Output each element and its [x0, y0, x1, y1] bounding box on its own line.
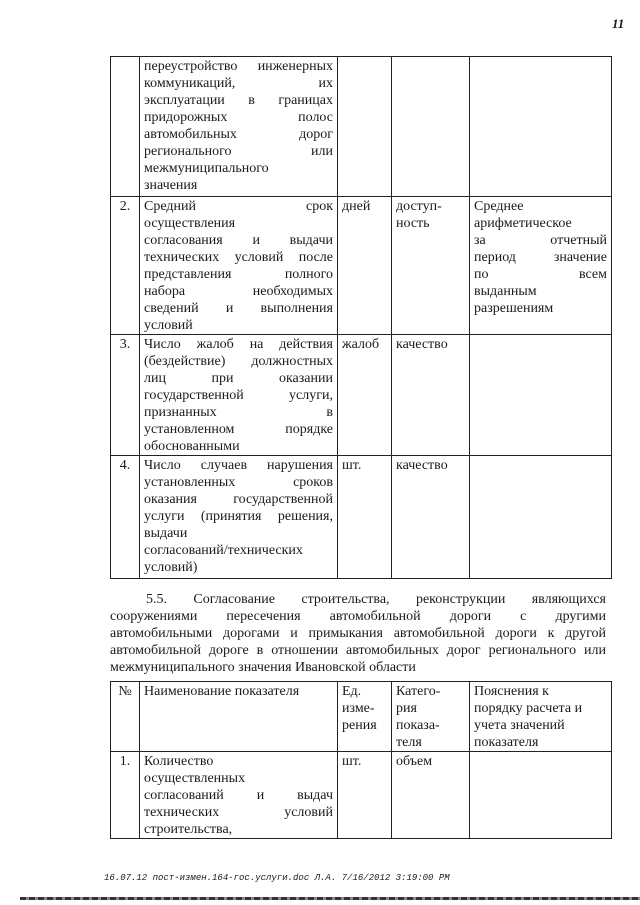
category-line: качество [396, 337, 448, 352]
cell-category [392, 57, 470, 197]
indicator-name-line: согласования и выдачи [144, 233, 333, 248]
document-footer: 16.07.12 пост-измен.164-гос.услуги.doc Л.А. 7/16/2012 3:19:00 PM [104, 873, 450, 883]
category-line: качество [396, 458, 448, 473]
indicator-name-line: выдачи [144, 526, 188, 541]
cell-number [111, 57, 140, 197]
indicator-name-line: государственной услуги, [144, 388, 333, 403]
indicator-name-line: эксплуатации в границах [144, 93, 333, 108]
indicator-name-line: набора необходимых [144, 284, 333, 299]
indicator-name-line: строительства, [144, 822, 233, 837]
indicator-name-line: технических условий [144, 805, 333, 820]
cell-notes [470, 456, 612, 579]
table-row [111, 335, 612, 456]
cell-indicator-name [140, 57, 338, 197]
indicator-name-line: значения [144, 178, 198, 193]
header-unit-line: изме- [342, 701, 375, 716]
notes-line: выданным [474, 284, 537, 299]
header-unit-line: Ед. [342, 684, 362, 699]
cell-notes [470, 57, 612, 197]
cell-indicator-name [140, 456, 338, 579]
indicator-name-line: сведений и выполнения [144, 301, 333, 316]
paragraph-line: сооружениями пересечения автомобильной дороги с другими [110, 609, 606, 624]
indicators-table-5-5 [110, 681, 612, 839]
indicator-name-line: установленных сроков [144, 475, 333, 490]
table-row [111, 752, 612, 839]
cell-category [392, 335, 470, 456]
indicator-name-line: Число случаев нарушения [144, 458, 333, 473]
indicator-name-line: осуществленных [144, 771, 246, 786]
table-row [111, 197, 612, 335]
cell-number: 2. [111, 197, 140, 335]
notes-line: период значение [474, 250, 607, 265]
header-category [392, 682, 470, 752]
cell-category [392, 197, 470, 335]
cell-indicator-name [140, 335, 338, 456]
indicator-name-line: обоснованными [144, 439, 240, 454]
notes-line: разрешениям [474, 301, 554, 316]
indicator-name-line: технических условий после [144, 250, 333, 265]
indicator-name-line: условий [144, 318, 193, 333]
page-number: 11 [612, 16, 625, 31]
indicator-name-line: признанных в [144, 405, 333, 420]
indicator-name-line: согласований и выдач [144, 788, 333, 803]
indicator-name-line: согласований/технических [144, 543, 303, 558]
header-notes-line: порядку расчета и [474, 701, 583, 716]
header-notes-line: Пояснения к [474, 684, 549, 699]
cell-unit [338, 197, 392, 335]
category-line: ность [396, 216, 430, 231]
table-row [111, 57, 612, 197]
unit-line: дней [342, 199, 371, 214]
indicator-name-line: установленном порядке [144, 422, 333, 437]
paragraph-line: автомобильной дороге в отношении автомобильных дорог регионального или [110, 643, 606, 658]
indicator-name-line: переустройство инженерных [144, 59, 333, 74]
cell-notes [470, 197, 612, 335]
indicator-name-line: межмуниципального [144, 161, 269, 176]
cell-unit [338, 57, 392, 197]
cell-notes [470, 752, 612, 839]
header-notes-line: учета значений [474, 718, 565, 733]
notes-line: арифметическое [474, 216, 572, 231]
header-category-line: Катего- [396, 684, 441, 699]
cell-category: объем [392, 752, 470, 839]
cell-notes [470, 335, 612, 456]
section-5-5-paragraph [110, 591, 606, 676]
table-header-row [111, 682, 612, 752]
header-category-line: теля [396, 735, 422, 750]
header-unit [338, 682, 392, 752]
header-indicator-name: Наименование показателя [140, 682, 338, 752]
notes-line: Среднее [474, 199, 524, 214]
paragraph-line: межмуниципального значения Ивановской области [110, 660, 416, 675]
unit-line: шт. [342, 458, 362, 473]
header-notes [470, 682, 612, 752]
indicator-name-line: придорожных полос [144, 110, 333, 125]
indicator-name-line: услуги (принятия решения, [144, 509, 333, 524]
cell-unit [338, 456, 392, 579]
indicator-name-line: условий) [144, 560, 198, 575]
bottom-rule [20, 897, 640, 900]
indicator-name-line: Количество [144, 754, 214, 769]
indicators-table-continued [110, 56, 612, 579]
cell-number: 1. [111, 752, 140, 839]
cell-indicator-name [140, 752, 338, 839]
table-row [111, 456, 612, 579]
indicator-name-line: автомобильных дорог [144, 127, 333, 142]
indicator-name-line: (бездействие) должностных [144, 354, 333, 369]
indicator-name-line: регионального или [144, 144, 333, 159]
cell-indicator-name [140, 197, 338, 335]
indicator-name-line: Число жалоб на действия [144, 337, 333, 352]
cell-unit [338, 335, 392, 456]
indicator-name-line: Средний срок [144, 199, 333, 214]
header-category-line: рия [396, 701, 417, 716]
paragraph-line: автомобильными дорогами и примыкания автомобильной дороги к другой [110, 626, 606, 641]
indicator-name-line: представления полного [144, 267, 333, 282]
cell-number: 3. [111, 335, 140, 456]
category-line: доступ- [396, 199, 442, 214]
indicator-name-line: оказания государственной [144, 492, 333, 507]
indicator-name-line: коммуникаций, их [144, 76, 333, 91]
unit-line: жалоб [342, 337, 380, 352]
header-number: № [111, 682, 140, 752]
paragraph-line: 5.5. Согласование строительства, реконструкции являющихся [146, 592, 606, 607]
cell-unit: шт. [338, 752, 392, 839]
header-notes-line: показателя [474, 735, 539, 750]
cell-category [392, 456, 470, 579]
indicator-name-line: осуществления [144, 216, 236, 231]
header-unit-line: рения [342, 718, 377, 733]
indicator-name-line: лиц при оказании [144, 371, 333, 386]
cell-number: 4. [111, 456, 140, 579]
notes-line: по всем [474, 267, 607, 282]
notes-line: за отчетный [474, 233, 607, 248]
header-category-line: показа- [396, 718, 440, 733]
